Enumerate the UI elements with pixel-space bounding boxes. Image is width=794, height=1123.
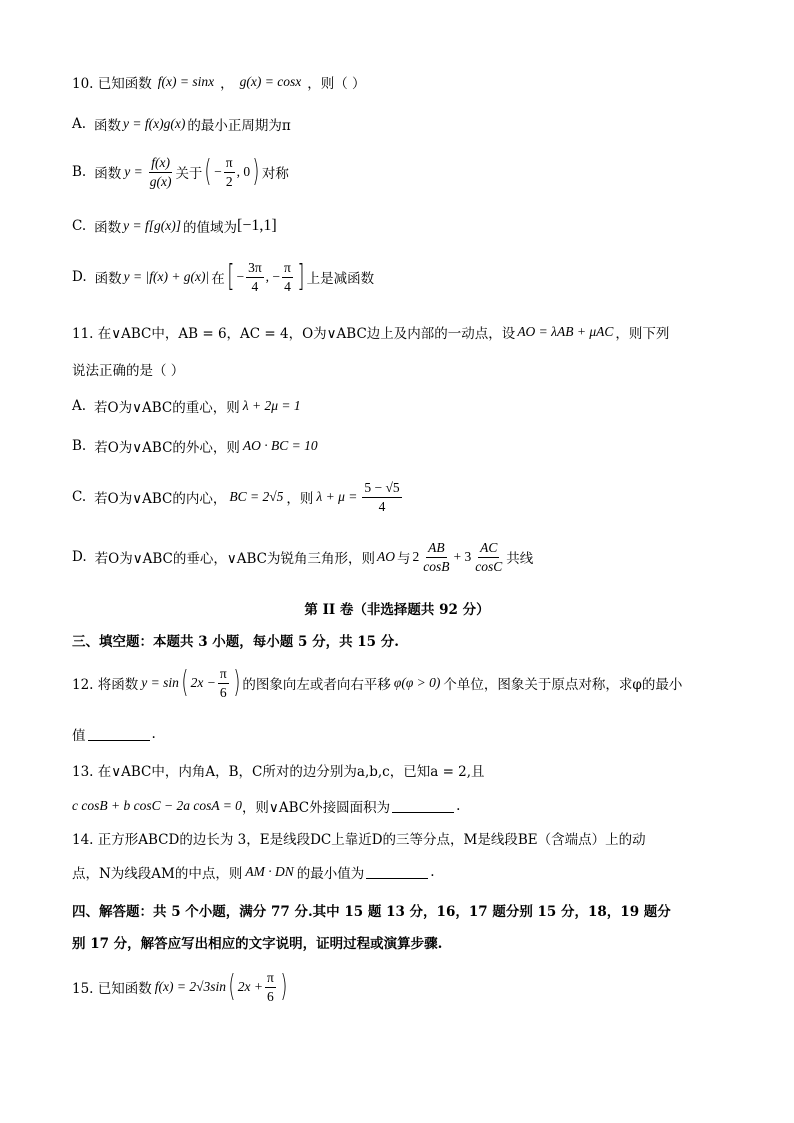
option-text: 若O为∨ABC的垂心，∨ABC为锐角三角形，则 (94, 551, 375, 568)
option-cond: BC = 2√5 (229, 489, 284, 505)
point-fraction (224, 155, 235, 189)
option-fraction (362, 480, 401, 514)
option-text: 函数 (94, 271, 122, 288)
right-bracket: ] (297, 259, 305, 295)
q15-line (72, 970, 754, 1004)
section4-title-text2: 别 17 分，解答应写出相应的文字说明，证明过程或演算步骤. (72, 936, 443, 952)
fraction-denominator: 4 (251, 278, 259, 294)
q10-option-c (72, 216, 754, 236)
fraction-numerator: AC (478, 540, 499, 558)
option-text: 函数 (94, 118, 122, 134)
q10-gx: g(x) = cosx (239, 74, 302, 89)
q12-fraction (218, 666, 229, 700)
right-paren: ) (252, 154, 260, 190)
option-label: C. (72, 218, 87, 234)
q14-line2 (72, 862, 754, 882)
fraction-numerator: 3π (246, 260, 264, 278)
option-label: D. (72, 269, 87, 286)
interval-start (246, 260, 264, 294)
option-lhs: λ + μ = (316, 489, 358, 505)
option-text: 若O为∨ABC的内心， (94, 491, 227, 508)
option-mid: 在 (211, 271, 225, 288)
fraction-numerator: AB (426, 540, 447, 558)
option-mid: 的值域为 (182, 220, 237, 236)
right-paren: ) (280, 969, 288, 1005)
q14-line1 (72, 828, 754, 848)
option-expr: y = f[g(x)] (123, 218, 181, 233)
option-tail: 上是减函数 (306, 271, 375, 288)
q15-expr: f(x) = 2√3sin (154, 979, 227, 995)
q10-option-d: D. 函数 y = |f(x) + g(x)| 在 [ − $\frac{3\pi}{4}$ , − $\frac{\pi}{4}$ ] 上是减函数 (72, 259, 375, 295)
section2-title (40, 598, 754, 618)
q12-line2-text: 值 (72, 728, 86, 744)
left-paren: ( (228, 969, 236, 1005)
q15-inner: 2x + (237, 979, 263, 995)
q14-answer-blank[interactable] (366, 866, 428, 879)
q13-line1 (72, 760, 754, 780)
option-tail: 共线 (506, 551, 534, 568)
fraction-denominator: 6 (219, 684, 227, 700)
option-label: C. (72, 489, 87, 506)
fraction-denominator: g(x) (149, 173, 172, 189)
q10-tail: ，则（ ） (307, 76, 366, 92)
q12-expr-in: 2x − (190, 675, 216, 691)
fraction-numerator: π (265, 970, 276, 988)
option-range: [−1,1] (236, 217, 277, 234)
q15-fraction (265, 970, 276, 1004)
interval-end (282, 260, 293, 294)
left-bracket: [ (227, 259, 235, 295)
q15-pre: 15. 已知函数 (72, 981, 152, 998)
q11-line1 (72, 322, 754, 342)
point-tail: , 0 (236, 164, 251, 180)
q14-end: . (430, 864, 435, 880)
q11-stem-text2: 说法正确的是（ ） (72, 363, 185, 379)
plus-coef: + 3 (453, 549, 472, 565)
q12-line1 (72, 666, 754, 700)
section3-title-text: 三、填空题：本题共 3 小题，每小题 5 分，共 15 分. (72, 634, 399, 650)
option-text: 函数 (94, 220, 122, 236)
option-label: D. (72, 549, 87, 566)
q11-option-c (72, 480, 754, 514)
option-label: B. (72, 438, 87, 454)
fraction-numerator: 5 − √5 (362, 480, 401, 498)
option-mid: ，则 (286, 491, 314, 508)
fraction-denominator: cosB (423, 558, 450, 574)
fraction-denominator: cosC (475, 558, 503, 574)
q10-fx: f(x) = sinx (157, 74, 215, 89)
q11-option-a (72, 396, 754, 416)
fraction-numerator: f(x) (149, 155, 172, 173)
q14-stem: 14. 正方形ABCD的边长为 3，E是线段DC上靠近D的三等分点，M是线段BE（含端点）上的动 (72, 832, 646, 848)
option-tail: 的最小正周期为π (187, 118, 291, 134)
section4-title-line2 (72, 932, 754, 952)
option-label: B. (72, 164, 87, 181)
q11-vector-eq: AO = λAB + μAC (517, 324, 614, 339)
q13-answer-blank[interactable] (392, 800, 454, 813)
q12-pre: 12. 将函数 (72, 677, 139, 694)
option-lhs: y = (124, 164, 143, 180)
q12-answer-blank[interactable] (88, 728, 150, 741)
q11-tail: ，则下列 (615, 326, 670, 342)
option-expr: λ + 2μ = 1 (242, 398, 301, 413)
section4-title-text1: 四、解答题：共 5 个小题，满分 77 分.其中 15 题 13 分，16，17 题分别 15 分，18，19 题分 (72, 904, 671, 920)
fraction-denominator: 4 (284, 278, 291, 294)
option-fraction (148, 155, 174, 189)
q12-mid: 的图象向左或者向右平移 (242, 677, 391, 694)
option-mid: 与 (396, 551, 411, 568)
section3-title (72, 630, 754, 650)
q13-stem: 13. 在∨ABC中，内角A，B，C所对的边分别为a,b,c，已知a = 2,且 (72, 764, 485, 780)
q10-stem: 10. 已知函数 f(x) = sinx ， g(x) = cosx ，则（ ） (72, 74, 366, 92)
option-expr: y = f(x)g(x) (123, 116, 186, 131)
option-text: 若O为∨ABC的外心，则 (94, 440, 240, 456)
option-expr: AO · BC = 10 (242, 438, 318, 453)
left-paren: ( (181, 665, 189, 701)
option-mid: 关于 (175, 166, 203, 183)
q11-option-b (72, 436, 754, 456)
q12-tail: 个单位，图象关于原点对称，求φ的最小 (443, 677, 683, 694)
left-paren: ( (204, 154, 212, 190)
coef-1: 2 (412, 549, 420, 565)
fraction-numerator: π (218, 666, 229, 684)
q11-line2 (72, 359, 754, 379)
q10-stem-text: 10. 已知函数 (72, 76, 152, 92)
q11-stem-text: 11. 在∨ABC中，AB = 6，AC = 4，O为∨ABC边上及内部的一动点，设 (72, 326, 516, 342)
option-text: 函数 (94, 166, 122, 183)
option-label: A. (72, 398, 87, 414)
fraction-denominator: 6 (267, 988, 274, 1004)
fraction-numerator: π (224, 155, 235, 173)
q14-tail: 的最小值为 (296, 866, 365, 882)
q12-line2 (72, 724, 754, 744)
frac-ab (421, 540, 451, 574)
option-text: 若O为∨ABC的重心，则 (94, 400, 240, 416)
q11-option-d (72, 540, 754, 574)
fraction-denominator: 4 (378, 498, 386, 514)
q12-expr-pre: y = sin (141, 675, 179, 691)
right-paren: ) (233, 665, 241, 701)
q10-option-a (72, 114, 754, 134)
q10-option-b: B. 函数 y = $\frac{f(x)}{g(x)}$ 关于 ( − $\frac{\pi}{2}$ , 0 ) 对称 (72, 154, 289, 190)
q14-expr: AM · DN (245, 864, 294, 879)
fraction-denominator: 2 (225, 173, 233, 189)
section2-title-text: 第 II 卷（非选择题共 92 分） (304, 602, 490, 618)
option-expr: y = |f(x) + g(x)| (123, 269, 210, 285)
option-tail: 对称 (261, 166, 289, 183)
fraction-numerator: π (282, 260, 293, 278)
q12-end: . (151, 726, 156, 742)
q13-expr: c cosB + b cosC − 2a cosA = 0 (72, 798, 242, 813)
q12-phi: φ(φ > 0) (393, 675, 441, 691)
option-label: A. (72, 116, 87, 132)
option-vector: AO (376, 549, 395, 565)
q13-end: . (456, 798, 461, 814)
frac-ac (473, 540, 504, 574)
q14-pre: 点，N为线段AM的中点，则 (72, 866, 243, 882)
q13-line2 (72, 796, 754, 816)
section4-title-line1 (72, 900, 754, 920)
q13-tail: ，则∨ABC外接圆面积为 (241, 800, 391, 816)
